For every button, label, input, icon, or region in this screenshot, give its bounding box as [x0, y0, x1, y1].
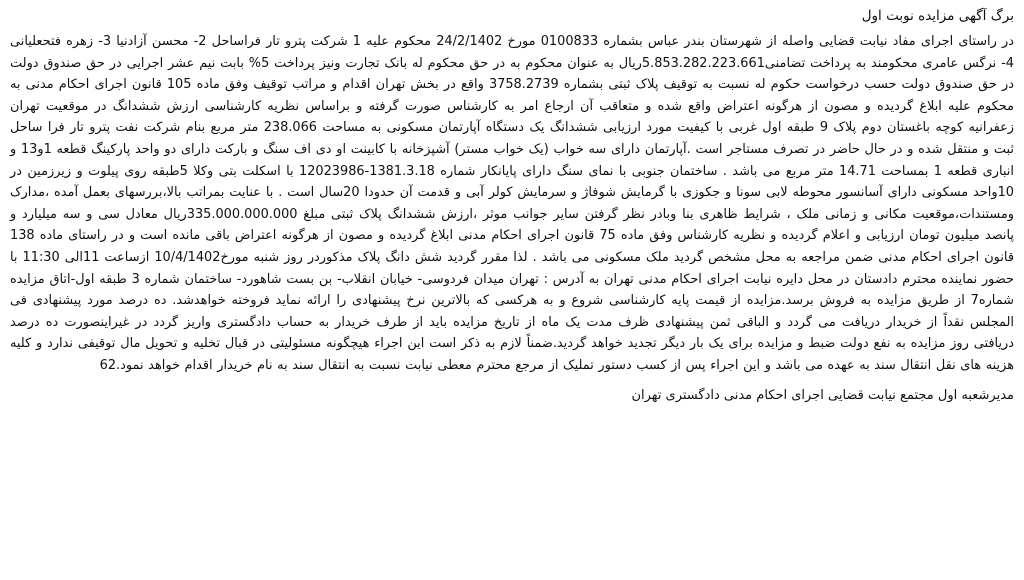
notice-signature: مدیرشعبه اول مجتمع نیابت قضایی اجرای احکام مدنی دادگستری تهران — [631, 387, 1014, 403]
notice-title: برگ آگهی مزایده نوبت اول — [861, 8, 1014, 24]
notice-body: در راستای اجرای مفاد نیابت قضایی واصله از شهرستان بندر عباس بشماره 0100833 مورخ 24/2/1402 محکوم علیه 1 شرکت پترو تار فراساحل 2- محسن آزادنیا 3- زهره فتحعلیانی 4- نرگس عامری محکومند به پرداخت تضامنی5.853.282.223.661ریال به عنوان محکوم به در حق محکوم له بانک تجارت ونیز پرداخت 5% بابت نیم عشر اجرایی در حق صندوق دولت در حق صندوق دولت حسب درخواست حکوم له نسبت به توقیف پلاک ثبتی بشماره 3758.2739 واقع در بخش تهران اقدام و مراتب توقیف وفق ماده 105 قانون اجرای احکام مدنی به محکوم علیه ابلاغ گردیده و مصون از هرگونه اعتراض واقع شده و متعاقب آن ارجاع امر به کارشناس صورت گرفته و براساس نظریه کارشناسی ارزش ششدانگ در موقعیت تهران زعفرانیه کوچه باغستان دوم پلاک 9 طبقه اول غربی با کیفیت مورد ارزیابی ششدانگ یک دستگاه آپارتمان مسکونی به مساحت 238.066 متر مربع بنام شرکت نفت پترو تار فرا ساحل ثبت و منتقل شده و در حال حاضر در تصرف مستاجر است .آپارتمان دارای سه خواب (یک خواب مستر) آشپزخانه با کابینت او دی اف سنگ و بارکت دارای دو واحد پارکینگ قطعه 1و13 و انباری قطعه 1 بمساحت 14.71 متر مربع می باشد . ساختمان جنوبی با نمای سنگ دارای پایانکار شماره 1381.3.18-12023986 با اسکلت بتی وکلا 5طبقه روی پیلوت و زیرزمین در 10واحد مسکونی دارای آسانسور محوطه لابی سونا و جکوزی با گرمایش شوفاژ و سرمایش کولر آبی و قدمت آن حدودا 20سال است . با عنایت بمراتب بالا،بررسهای بعمل آمده ،مدارک ومستندات،موقعیت مکانی و زمانی ملک ، شرایط ظاهری بنا وبادر نظر گرفتن سایر جوانب موثر ،ارزش ششدانگ پلاک ثبتی مبلغ 335.000.000.000ریال معادل سی و سه میلیارد و پانصد میلیون تومان ارزیابی و اعلام گردیده و نظریه کارشناس وفق ماده 75 قانون اجرای احکام مدنی ابلاغ گردیده و مصون از هرگونه اعتراض باقی مانده است و در راستای ماده 138 قانون اجرای احکام مدنی ضمن مراجعه به محل مشخص گردید ملک مسکونی می باشد . لذا مقرر گردید شش دانگ پلاک مذکوردر روز شنبه مورخ10/4/1402 ازساعت 11الی 11:30 با حضور نماینده محترم دادستان در محل دایره نیابت اجرای احکام مدنی تهران به آدرس : تهران میدان فردوسی- خیابان انقلاب- بن بست شاهورد- ساختمان شماره 3 طبقه اول-اتاق مزایده شماره7 از طریق مزایده به فروش برسد.مزایده از قیمت پایه کارشناسی شروع و به هرکسی که بالاترین نرخ پیشنهادی را ارائه نماید فروخته خواهدشد. ده درصد مورد پیشنهادی فی المجلس نقداً از خریدار دریافت می گردد و الباقی ثمن پیشنهادی ظرف مدت یک ماه از تاریخ مزایده باید از طرف خریدار به حساب دادگستری واریز گردد در غیراینصورت ده درصد دریافتی روز مزایده به نفع دولت ضبط و مزایده برای یک بار دیگر تجدید خواهد گردید.ضمناً لازم به ذکر است این اجراء هیچگونه مسئولیتی در قبال تخلیه و تحویل مال توقیفی ندارد و کلیه هزینه های نقل انتقال سند به عهده می باشد و این اجراء پس از کسب دستور تملیک از مرجع محترم معطی نیابت نسبت به انتقال سند به نام خریدار اقدام خواهد نمود.62 — [10, 34, 1015, 373]
